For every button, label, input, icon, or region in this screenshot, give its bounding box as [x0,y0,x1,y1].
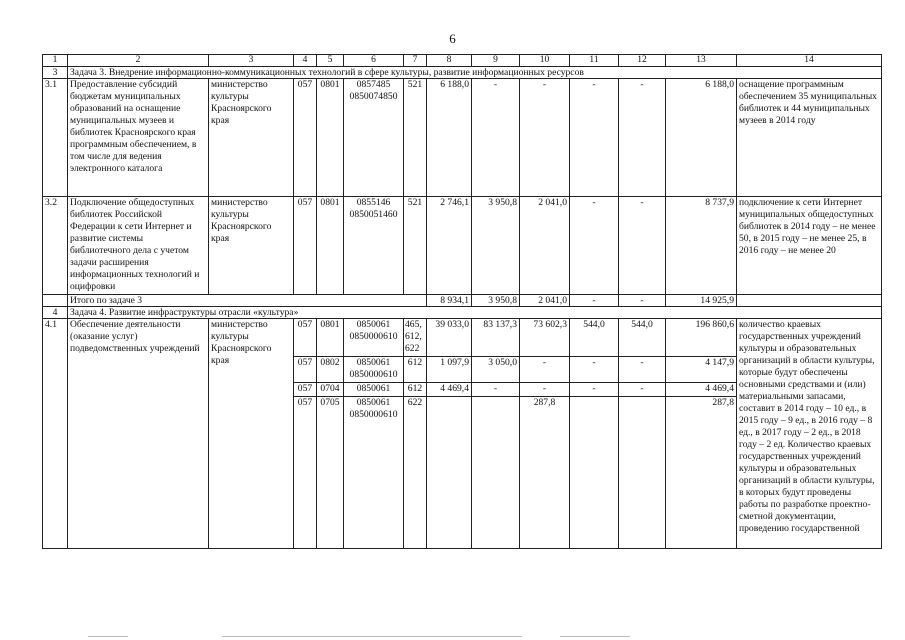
amount-2016: - [520,357,570,383]
amount-2015: 3 950,8 [472,197,520,295]
amount-2017: - [570,197,619,295]
grbs-code: 057 [294,79,317,197]
scan-artifact-line [222,636,522,637]
expense-type: 612 [404,383,427,397]
expected-result: подключение к сети Интернет муниципальных общедоступных библиотек в 2014 году – не менее 50, в 2015 году – не менее 25, в 2016 году – не менее 20 [737,197,882,295]
measure-name: Предоставление субсидий бюджетам муниципальных образований на оснащение муниципальных музеев и библиотек Красноярского края программным обеспечением, в том числе для ведения электронного каталога [68,79,209,197]
amount-2016: 287,8 [520,397,570,549]
row-number: 3.1 [43,79,68,197]
section-code: 0801 [317,79,344,197]
col-header: 2 [68,55,209,67]
expense-type: 521 [404,197,427,295]
target-code: 0850061 [344,383,404,397]
amount-2015: 3 050,0 [472,357,520,383]
target-code: 0850061 0850000610 [344,319,404,357]
task-number: 4 [43,307,68,319]
amount-2017 [570,397,619,549]
amount-2017: 544,0 [570,319,619,357]
task-title: Задача 4. Развитие инфраструктуры отрасли «культура» [68,307,882,319]
grbs-code: 057 [294,357,317,383]
amount-total: 287,8 [666,397,737,549]
col-header: 14 [737,55,882,67]
amount-2017: - [570,357,619,383]
section-code: 0801 [317,319,344,357]
total-row [43,295,882,307]
measure-name: Обеспечение деятельности (оказание услуг) подведомственных учреждений [68,319,209,549]
amount-total: 4 147,9 [666,357,737,383]
total-2018: - [619,295,666,307]
responsible: министерство культуры Красноярского края [209,319,294,549]
expense-type: 622 [404,397,427,549]
task-row [43,307,882,319]
col-header: 13 [666,55,737,67]
section-code: 0704 [317,383,344,397]
total-label: Итого по задаче 3 [68,295,427,307]
responsible: министерство культуры Красноярского края [209,79,294,197]
expense-type: 612 [404,357,427,383]
task-title: Задача 3. Внедрение информационно-коммуникационных технологий в сфере культуры, развитие информационных ресурсов [68,67,882,79]
amount-2015 [472,397,520,549]
expense-type: 465, 612, 622 [404,319,427,357]
row-number: 4.1 [43,319,68,549]
amount-2016: 73 602,3 [520,319,570,357]
total-2017: - [570,295,619,307]
amount-2014: 2 746,1 [427,197,472,295]
section-code: 0802 [317,357,344,383]
amount-2018: - [619,357,666,383]
scan-artifact-line [88,636,128,637]
amount-2015: 83 137,3 [472,319,520,357]
target-code: 0850061 0850000610 [344,357,404,383]
total-2016: 2 041,0 [520,295,570,307]
scan-artifact-line [560,636,630,637]
amount-total: 196 860,6 [666,319,737,357]
program-table [42,54,882,549]
amount-2017: - [570,383,619,397]
amount-2015: - [472,79,520,197]
col-header: 6 [344,55,404,67]
amount-total: 6 188,0 [666,79,737,197]
col-header: 12 [619,55,666,67]
grbs-code: 057 [294,197,317,295]
col-header: 7 [404,55,427,67]
column-number-row [43,55,882,67]
amount-2015: - [472,383,520,397]
col-header: 3 [209,55,294,67]
total-2015: 3 950,8 [472,295,520,307]
amount-2016: 2 041,0 [520,197,570,295]
amount-2017: - [570,79,619,197]
grbs-code: 057 [294,383,317,397]
amount-2014: 1 097,9 [427,357,472,383]
amount-2014 [427,397,472,549]
amount-2018: - [619,383,666,397]
expected-result: количество краевых государственных учреждений культуры и образовательных организаций в области культуры, которые будут обеспечены основными средствами и (или) материальными запасами, составит в 2014 году – 10 ед., в 2015 году – 9 ед., в 2016 году – 8 ед., в 2017 году – 2 ед., в 2018 году – 2 ед. Количество краевых государственных учреждений культуры и образовательных организаций в области культуры, в которых будут проведены работы по разработке проектно-сметной документации, проведению государственной [737,319,882,549]
page-number: 6 [449,31,456,46]
col-header: 1 [43,55,68,67]
grbs-code: 057 [294,397,317,549]
amount-total: 8 737,9 [666,197,737,295]
grbs-code: 057 [294,319,317,357]
expense-type: 521 [404,79,427,197]
amount-2018: 544,0 [619,319,666,357]
measure-name: Подключение общедоступных библиотек Российской Федерации к сети Интернет и развитие системы библиотечного дела с учетом задачи расширения информационных технологий и оцифровки [68,197,209,295]
section-code: 0801 [317,197,344,295]
col-header: 5 [317,55,344,67]
col-header: 11 [570,55,619,67]
target-code: 0857485 0850074850 [344,79,404,197]
task-number: 3 [43,67,68,79]
table-row [43,79,882,197]
task-row [43,67,882,79]
amount-total: 4 469,4 [666,383,737,397]
total-sum: 14 925,9 [666,295,737,307]
amount-2018 [619,397,666,549]
table-row [43,197,882,295]
target-code: 0855146 0850051460 [344,197,404,295]
amount-2018: - [619,79,666,197]
col-header: 9 [472,55,520,67]
expected-result: оснащение программным обеспечением 35 муниципальных библиотек и 44 муниципальных музеев в 2014 году [737,79,882,197]
target-code: 0850061 0850000610 [344,397,404,549]
total-2014: 8 934,1 [427,295,472,307]
table-row [43,319,882,357]
col-header: 4 [294,55,317,67]
row-number: 3.2 [43,197,68,295]
section-code: 0705 [317,397,344,549]
amount-2014: 39 033,0 [427,319,472,357]
amount-2014: 6 188,0 [427,79,472,197]
amount-2018: - [619,197,666,295]
col-header: 8 [427,55,472,67]
amount-2016: - [520,79,570,197]
responsible: министерство культуры Красноярского края [209,197,294,295]
amount-2016: - [520,383,570,397]
col-header: 10 [520,55,570,67]
amount-2014: 4 469,4 [427,383,472,397]
